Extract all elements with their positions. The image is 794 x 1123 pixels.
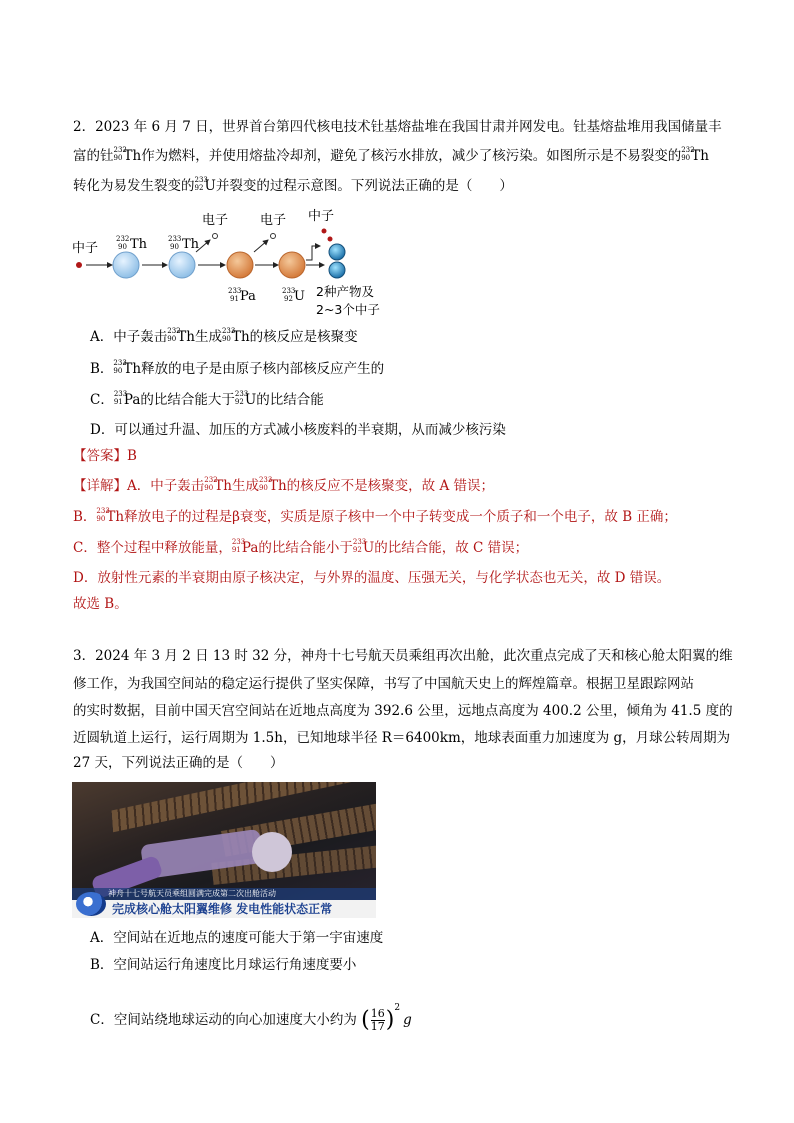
q2-text: 作为燃料，并使用熔盐冷却剂，避免了核污水排放，减少了核污染。如图所示是不易裂变的 — [141, 148, 682, 164]
svg-text:2种产物及: 2种产物及 — [316, 284, 374, 299]
q3-stem-line5: 27 天，下列说法正确的是（ ） — [73, 755, 284, 771]
th233-nucleus — [169, 252, 195, 278]
fraction-16-17: $\frac{16}{17}$ — [370, 1007, 385, 1033]
q2-option-a: A．中子轰击 232 90 Th生成 233 90 Th的核反应是核聚变 — [90, 327, 358, 345]
q2-answer: 【答案】B — [73, 448, 137, 464]
q3-stem-line1: 3．2024 年 3 月 2 日 13 时 32 分，神舟十七号航天员乘组再次出舱，此次重点完成了天和核心舱太阳翼的维 — [73, 648, 733, 664]
news-logo-icon — [76, 892, 106, 916]
svg-text:电子: 电子 — [202, 213, 229, 228]
q3-stem-line2: 修工作，为我国空间站的稳定运行提供了坚实保障，书写了中国航天史上的辉煌篇章。根据卫星跟踪网站 — [73, 676, 694, 692]
svg-text:90: 90 — [118, 243, 127, 251]
photo-caption-small: 神舟十七号航天员乘组圆满完成第二次出舱活动 — [72, 888, 376, 900]
fission-process-diagram — [70, 208, 410, 320]
svg-text:233: 233 — [228, 287, 242, 295]
q3-option-a: A．空间站在近地点的速度可能大于第一宇宙速度 — [90, 930, 384, 946]
q2-detail-c: C．整个过程中释放能量， 233 91 Pa的比结合能小于 233 92 U的比结合能，故 C 错误； — [73, 538, 529, 556]
q3-stem-line3: 的实时数据，目前中国天宫空间站在近地点高度为 392.6 公里，远地点高度为 400.2 公里，倾角为 41.5 度的 — [73, 703, 733, 719]
q2-option-c: C． 233 91 Pa的比结合能大于 233 92 U的比结合能 — [90, 390, 324, 408]
q3-option-b: B．空间站运行角速度比月球运行角速度要小 — [90, 957, 357, 973]
q2-option-d: D．可以通过升温、加压的方式减小核废料的半衰期，从而减少核污染 — [90, 422, 506, 438]
q2-stem-line2: 富的钍 232 90 Th作为燃料，并使用熔盐冷却剂，避免了核污水排放，减少了核污染。如图所示是不易裂变的 232 90 Th — [73, 146, 709, 164]
electron-dot — [213, 234, 218, 239]
svg-text:中子: 中子 — [308, 209, 335, 224]
q3-option-c: C．空间站绕地球运动的向心加速度大小约为 ( $\frac{16}{17}$ )$^2$g — [90, 1003, 412, 1033]
th232-nucleus — [113, 252, 139, 278]
spacewalk-photo — [72, 782, 376, 918]
svg-text:Pa: Pa — [240, 289, 256, 304]
svg-text:233: 233 — [168, 235, 182, 243]
u233-nucleus — [279, 252, 305, 278]
product-nucleus — [329, 262, 345, 278]
product-nucleus — [329, 244, 345, 260]
svg-text:92: 92 — [284, 295, 293, 303]
q2-detail-a: 【详解】A．中子轰击 232 90 Th生成 233 90 Th的核反应不是核聚变，故 A 错误； — [73, 476, 494, 494]
nuclide-th232: 232 90 — [113, 146, 127, 162]
svg-text:91: 91 — [230, 295, 239, 303]
q2-stem-line3: 转化为易发生裂变的 233 92 U并裂变的过程示意图。下列说法正确的是（ ） — [73, 176, 513, 194]
svg-text:电子: 电子 — [260, 213, 287, 228]
svg-text:U: U — [294, 289, 305, 304]
svg-text:232: 232 — [116, 235, 130, 243]
nuclide-u233: 233 92 — [194, 176, 208, 192]
svg-text:233: 233 — [282, 287, 296, 295]
q2-stem-line1: 2．2023 年 6 月 7 日，世界首台第四代核电技术钍基熔盐堆在我国甘肃并网发电。钍基熔盐堆用我国储量丰 — [73, 119, 722, 135]
nuclide-th232: 232 90 — [681, 146, 695, 162]
svg-text:2~3个中子: 2~3个中子 — [316, 302, 380, 317]
pa233-nucleus — [227, 252, 253, 278]
svg-text:Th: Th — [182, 237, 200, 252]
neutron-dot — [76, 262, 82, 268]
q2-option-b: B． 233 90 Th释放的电子是由原子核内部核反应产生的 — [90, 359, 385, 377]
photo-caption-main: 完成核心舱太阳翼维修 发电性能状态正常 — [72, 900, 376, 918]
diagram-neutron-in-label: 中子 — [72, 241, 99, 256]
svg-text:Th: Th — [130, 237, 148, 252]
svg-text:90: 90 — [170, 243, 179, 251]
q2-detail-b: B． 233 90 Th释放电子的过程是β衰变，实质是原子核中一个中子转变成一个质子和一个电子，故 B 正确； — [73, 507, 677, 525]
q2-detail-d: D．放射性元素的半衰期由原子核决定，与外界的温度、压强无关，与化学状态也无关，故 D 错误。 — [73, 570, 671, 586]
q3-stem-line4: 近圆轨道上运行，运行周期为 1.5h，已知地球半径 R＝6400km，地球表面重力加速度为 g，月球公转周期为 — [73, 730, 731, 746]
q2-conclusion: 故选 B。 — [73, 596, 128, 612]
q2-text: 富的钍 — [73, 148, 114, 164]
electron-dot — [271, 234, 276, 239]
